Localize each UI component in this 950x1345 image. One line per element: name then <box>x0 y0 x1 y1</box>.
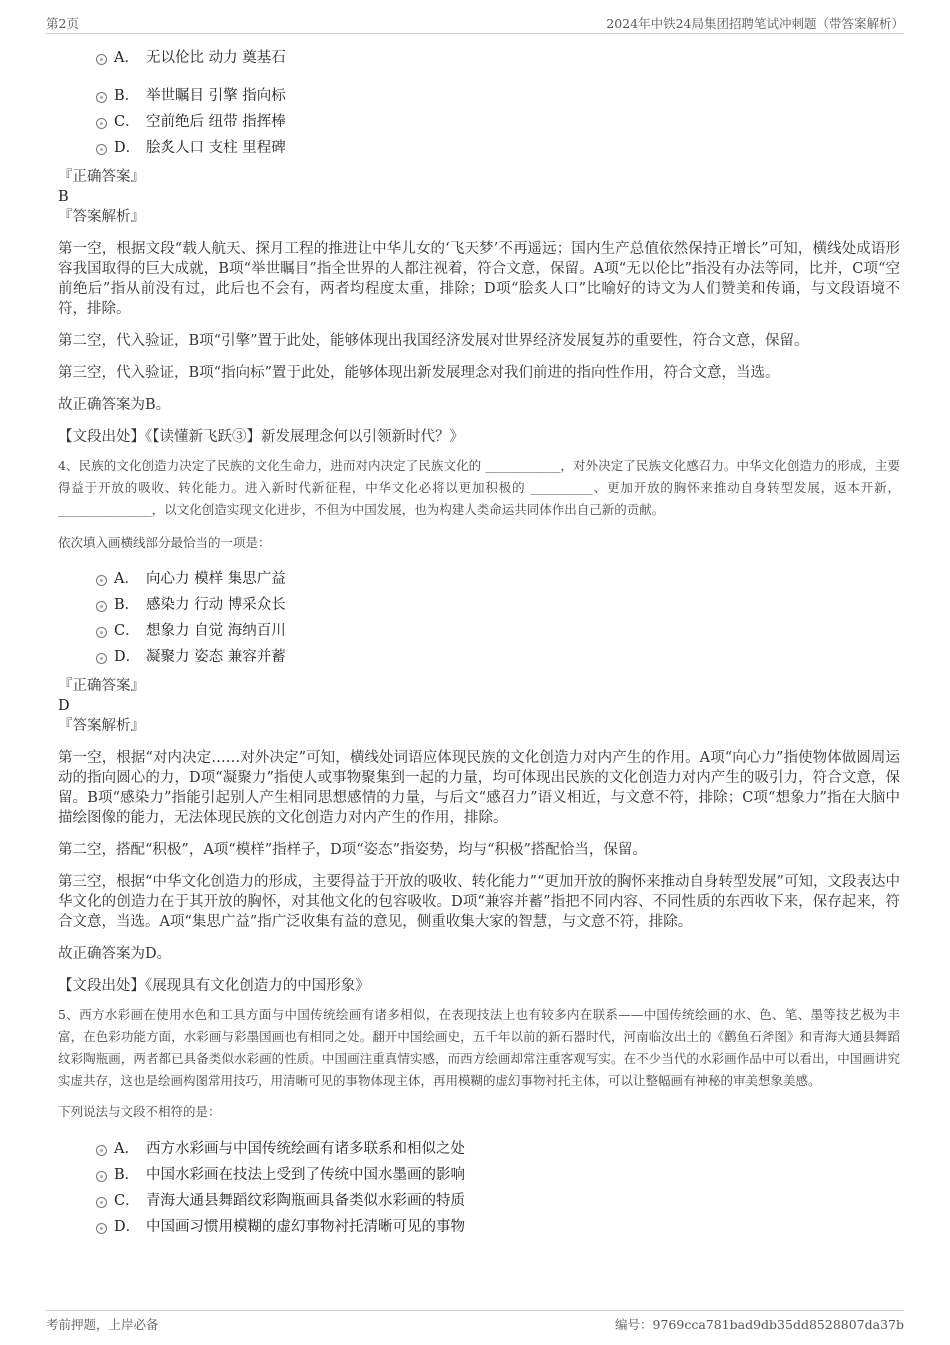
option-letter: A． <box>114 1141 139 1157</box>
option-letter: C． <box>114 1193 140 1209</box>
radio-icon[interactable] <box>96 1223 107 1234</box>
option-letter: D． <box>114 1219 141 1235</box>
q4-analysis-paragraph-2: 第二空，搭配“积极”，A项“模样”指样子，D项“姿态”指姿势，均与“积极”搭配恰当，保留。 <box>58 842 647 858</box>
radio-icon[interactable] <box>96 1197 107 1208</box>
radio-icon[interactable] <box>96 54 107 65</box>
q4-options <box>58 566 900 670</box>
q4-question-text: 4、民族的文化创造力决定了民族的文化生命力，进而对内决定了民族文化的 ____________，对外决定了民族文化感召力。中华文化创造力的形成，主要得益于开放的吸收、转化能力。进入新时代新征程，中华文化必将以更加积极的 __________、更加开放的胸怀来推动自身转型发展，返本开新， _______________，以文化创造实现文化进步，不但为中国发展，也为构建人类命运共同体作出自己新的贡献。 <box>58 458 900 517</box>
page-header <box>46 12 904 34</box>
q5-question-text: 5、西方水彩画在使用水色和工具方面与中国传统绘画有诸多相似，在表现技法上也有较多内在联系——中国传统绘画的水、色、笔、墨等技艺极为丰富，在色彩功能方面，水彩画与彩墨国画也有相同之处。翻开中国绘画史，五千年以前的新石器时代，河南临汝出土的《鹳鱼石斧图》和青海大通县舞蹈纹彩陶瓶画，两者都已具备类似水彩画的性质。中国画注重真情实感，而西方绘画却常注重客观写实。在不少当代的水彩画作品中可以看出，中国画讲究实虚共存，这也是绘画构图常用技巧，用清晰可见的事物体现主体，再用模糊的虚幻事物衬托主体，可以让整幅画有神秘的审美想象美感。 <box>58 1007 900 1088</box>
option-text: 向心力 模样 集思广益 <box>146 571 286 587</box>
option-letter: A． <box>114 571 139 587</box>
radio-icon[interactable] <box>96 92 107 103</box>
page-content <box>58 44 900 1240</box>
option-letter: D． <box>114 649 141 665</box>
q4-conclusion: 故正确答案为D。 <box>58 946 172 962</box>
option-text: 凝聚力 姿态 兼容并蓄 <box>146 649 286 665</box>
radio-icon[interactable] <box>96 601 107 612</box>
option-text: 空前绝后 纽带 指挥棒 <box>146 114 286 130</box>
option-text: 中国水彩画在技法上受到了传统中国水墨画的影响 <box>146 1167 465 1183</box>
page-number: 第2页 <box>46 16 79 31</box>
q3-analysis-paragraph-3: 第三空，代入验证，B项“指向标”置于此处，能够体现出新发展理念对我们前进的指向性作用，符合文意，当选。 <box>58 365 780 381</box>
q3-answer: B <box>58 189 69 205</box>
radio-icon[interactable] <box>96 118 107 129</box>
radio-icon[interactable] <box>96 1171 107 1182</box>
option-text: 西方水彩画与中国传统绘画有诸多联系和相似之处 <box>146 1141 465 1157</box>
option-text: 无以伦比 动力 奠基石 <box>146 50 286 66</box>
option-text: 想象力 自觉 海纳百川 <box>146 623 286 639</box>
q4-analysis-paragraph-3: 第三空，根据“中华文化创造力的形成，主要得益于开放的吸收、转化能力”“更加开放的胸怀来推动自身转型发展”可知，文段表达中华文化的创造力在于其开放的胸怀，对其他文化的包容吸收。D项“兼容并蓄”指把不同内容、不同性质的东西收下来，保存起来，符合文意，当选。A项“集思广益”指广泛收集有益的意见，侧重收集大家的智慧，与文意不符，排除。 <box>58 874 900 930</box>
q5-option-d[interactable] <box>58 1214 900 1240</box>
page-footer <box>46 1310 904 1336</box>
q4-option-b[interactable] <box>58 592 900 618</box>
q5-option-c[interactable] <box>58 1188 900 1214</box>
option-letter: B． <box>114 1167 140 1183</box>
q5-options <box>58 1136 900 1240</box>
option-text: 青海大通县舞蹈纹彩陶瓶画具备类似水彩画的特质 <box>146 1193 465 1209</box>
option-text: 举世瞩目 引擎 指向标 <box>146 88 286 104</box>
radio-icon[interactable] <box>96 144 107 155</box>
q3-option-b[interactable] <box>58 83 900 109</box>
option-letter: B． <box>114 597 140 613</box>
q5-option-b[interactable] <box>58 1162 900 1188</box>
radio-icon[interactable] <box>96 627 107 638</box>
option-letter: B． <box>114 88 140 104</box>
q5-prompt: 下列说法与文段不相符的是： <box>58 1104 221 1119</box>
option-letter: D． <box>114 140 141 156</box>
q4-analysis-paragraph-1: 第一空，根据“对内决定……对外决定”可知，横线处词语应体现民族的文化创造力对内产生的作用。A项“向心力”指使物体做圆周运动的指向圆心的力，D项“凝聚力”指使人或事物聚集到一起的力量，均可体现出民族的文化创造力对内产生的吸引力，符合文意，保留。B项“感染力”指能引起别人产生相同思想感情的力量，与后文“感召力”语义相近，与文意不符，排除；C项“想象力”指在大脑中描绘图像的能力，无法体现民族的文化创造力对内产生的作用，排除。 <box>58 750 900 826</box>
q4-analysis-label: 『答案解析』 <box>58 718 145 734</box>
option-text: 感染力 行动 博采众长 <box>146 597 286 613</box>
radio-icon[interactable] <box>96 1145 107 1156</box>
q4-option-d[interactable] <box>58 644 900 670</box>
q3-option-a[interactable] <box>58 45 900 71</box>
q3-option-c[interactable] <box>58 109 900 135</box>
q4-source: 【文段出处】《展现具有文化创造力的中国形象》 <box>58 978 370 994</box>
q3-option-d[interactable] <box>58 135 900 161</box>
q3-options <box>58 45 900 161</box>
q4-answer-label: 『正确答案』 <box>58 678 145 694</box>
option-text: 中国画习惯用模糊的虚幻事物衬托清晰可见的事物 <box>146 1219 465 1235</box>
q3-analysis-label: 『答案解析』 <box>58 209 145 225</box>
q4-prompt: 依次填入画横线部分最恰当的一项是： <box>58 535 271 550</box>
q4-option-c[interactable] <box>58 618 900 644</box>
document-title: 2024年中铁24局集团招聘笔试冲刺题（带答案解析） <box>606 16 904 31</box>
footer-slogan: 考前押题，上岸必备 <box>46 1317 159 1332</box>
q4-answer: D <box>58 698 70 714</box>
q3-analysis-paragraph-2: 第二空，代入验证，B项“引擎”置于此处，能够体现出我国经济发展对世界经济发展复苏的重要性，符合文意，保留。 <box>58 333 809 349</box>
option-text: 脍炙人口 支柱 里程碑 <box>146 140 286 156</box>
option-letter: C． <box>114 114 140 130</box>
option-letter: A． <box>114 50 139 66</box>
q3-source: 【文段出处】《【读懂新飞跃③】新发展理念何以引领新时代？》 <box>58 429 464 445</box>
q3-analysis-paragraph-1: 第一空，根据文段“载人航天、探月工程的推进让中华儿女的‘飞天梦’不再遥远；国内生产总值依然保持正增长”可知，横线处成语形容我国取得的巨大成就，B项“举世瞩目”指全世界的人都注视着，符合文意，保留。A项“无以伦比”指没有办法等同，比并，C项“空前绝后”指从前没有过，此后也不会有，两者均程度太重，排除；D项“脍炙人口”比喻好的诗文为人们赞美和传诵，与文段语境不符，排除。 <box>58 241 900 317</box>
document-code: 编号：9769cca781bad9db35dd8528807da37b <box>615 1317 904 1332</box>
q3-conclusion: 故正确答案为B。 <box>58 397 171 413</box>
radio-icon[interactable] <box>96 653 107 664</box>
radio-icon[interactable] <box>96 575 107 586</box>
q3-answer-label: 『正确答案』 <box>58 169 145 185</box>
q5-option-a[interactable] <box>58 1136 900 1162</box>
option-letter: C． <box>114 623 140 639</box>
q4-option-a[interactable] <box>58 566 900 592</box>
